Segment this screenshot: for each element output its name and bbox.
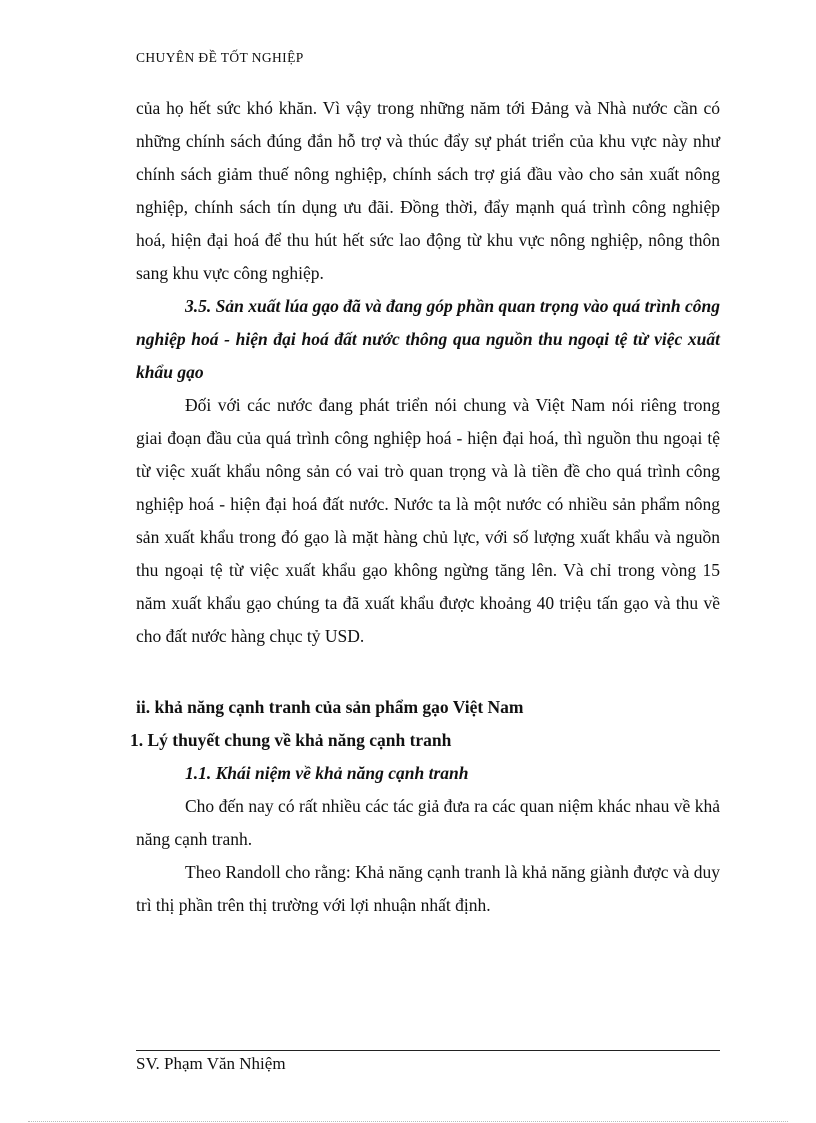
- paragraph-rice-export: Đối với các nước đang phát triển nói chung và Việt Nam nói riêng trong giai đoạn đầu của quá trình công nghiệp hoá - hiện đại hoá, thì nguồn thu ngoại tệ từ việc xuất khẩu nông sản có vai trò quan trọng và là tiền đề cho quá trình công nghiệp hoá - hiện đại hoá đất nước. Nước ta là một nước có nhiều sản phẩm nông sản xuất khẩu trong đó gạo là mặt hàng chủ lực, với số lượng xuất khẩu và nguồn thu ngoại tệ từ việc xuất khẩu gạo không ngừng tăng lên. Và chỉ trong vòng 15 năm xuất khẩu gạo chúng ta đã xuất khẩu được khoảng 40 triệu tấn gạo và thu về cho đất nước hàng chục tỷ USD.: [136, 395, 720, 646]
- heading-3-5: 3.5. Sản xuất lúa gạo đã và đang góp phần quan trọng vào quá trình công nghiệp hoá - hiện đại hoá đất nước thông qua nguồn thu ngoại tệ từ việc xuất khẩu gạo: [136, 296, 720, 382]
- page-edge: [28, 1121, 788, 1122]
- footer-author: SV. Phạm Văn Nhiệm: [136, 1054, 286, 1073]
- paragraph-policy: của họ hết sức khó khăn. Vì vậy trong những năm tới Đảng và Nhà nước cần có những chính sách đúng đắn hỗ trợ và thúc đẩy sự phát triển của khu vực này như chính sách giảm thuế nông nghiệp, chính sách trợ giá đầu vào cho sản xuất nông nghiệp, chính sách tín dụng ưu đãi. Đồng thời, đẩy mạnh quá trình công nghiệp hoá, hiện đại hoá để thu hút hết sức lao động từ khu vực nông nghiệp, nông thôn sang khu vực công nghiệp.: [136, 98, 720, 283]
- paragraph-randoll: Theo Randoll cho rằng: Khả năng cạnh tranh là khả năng giành được và duy trì thị phần trên thị trường với lợi nhuận nhất định.: [136, 862, 720, 915]
- document-body: [130, 92, 720, 922]
- heading-section-ii: ii. khả năng cạnh tranh của sản phẩm gạo Việt Nam: [136, 697, 524, 717]
- footer-divider: [136, 1050, 720, 1051]
- paragraph-concepts: Cho đến nay có rất nhiều các tác giả đưa ra các quan niệm khác nhau về khả năng cạnh tranh.: [136, 796, 720, 849]
- heading-1: 1. Lý thuyết chung về khả năng cạnh tranh: [130, 730, 452, 750]
- heading-1-1: 1.1. Khái niệm về khả năng cạnh tranh: [185, 763, 469, 783]
- page-header: CHUYÊN ĐỀ TỐT NGHIỆP: [136, 50, 304, 65]
